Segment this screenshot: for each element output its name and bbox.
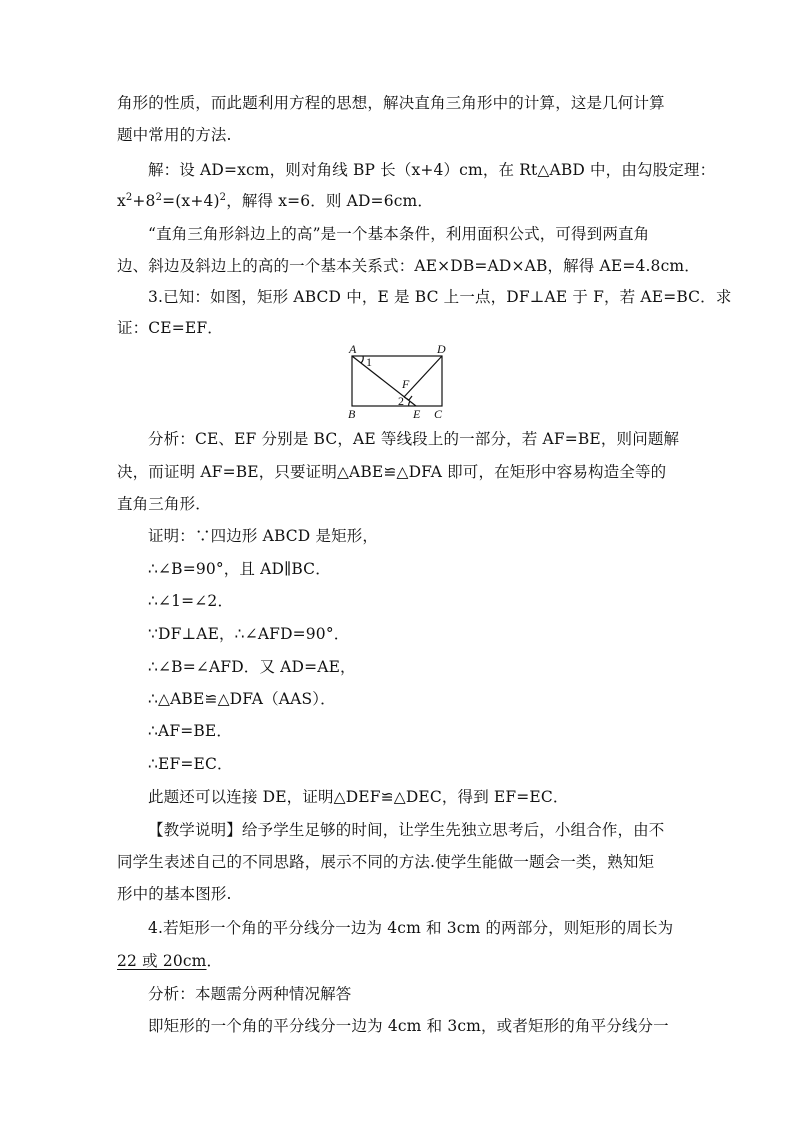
text-line: 形中的基本图形. xyxy=(117,885,232,903)
label-angle-1: 1 xyxy=(366,355,372,369)
text-line: 角形的性质，而此题利用方程的思想，解决直角三角形中的计算，这是几何计算 xyxy=(117,94,665,112)
text-line: ∴AF=BE． xyxy=(148,722,233,740)
text-line: ∴EF=EC． xyxy=(148,755,233,773)
text-line: 同学生表述自己的不同思路，展示不同的方法.使学生能做一题会一类，熟知矩 xyxy=(117,853,655,871)
teaching-note-line: 【教学说明】给予学生足够的时间，让学生先独立思考后，小组合作，由不 xyxy=(148,821,665,839)
text-line: ∴△ABE≌△DFA（AAS）． xyxy=(148,690,336,708)
label-c: C xyxy=(434,407,443,420)
text-line: 3.已知：如图，矩形 ABCD 中，E 是 BC 上一点，DF⊥AE 于 F，若 AE=BC．求 xyxy=(148,288,732,306)
text-line: 证：CE=EF． xyxy=(117,319,223,337)
text-line: ∴∠1=∠2． xyxy=(148,592,234,610)
text-line: “直角三角形斜边上的高”是一个基本条件，利用面积公式，可得到两直角 xyxy=(148,225,650,243)
segment-df xyxy=(404,356,442,397)
text-line: ∵DF⊥AE，∴∠AFD=90°． xyxy=(148,625,350,643)
label-a: A xyxy=(349,342,357,356)
text-line: 边、斜边及斜边上的高的一个基本关系式：AE×DB=AD×AB，解得 AE=4.8cm． xyxy=(117,257,700,275)
text-line: 此题还可以连接 DE，证明△DEF≌△DEC，得到 EF=EC． xyxy=(148,788,569,806)
text-line: ∴∠B=∠AFD．又 AD=AE， xyxy=(148,658,356,676)
text-line: 证明：∵四边形 ABCD 是矩形， xyxy=(148,527,379,545)
text-line: 题中常用的方法. xyxy=(117,126,232,144)
answer-line: 22 或 20cm． xyxy=(117,952,223,970)
label-f: F xyxy=(402,377,410,391)
label-angle-2: 2 xyxy=(398,394,404,408)
text-line: 决，而证明 AF=BE，只要证明△ABE≌△DFA 即可，在矩形中容易构造全等的 xyxy=(117,463,667,481)
text-line: 直角三角形． xyxy=(117,495,211,513)
text-line: 分析：本题需分两种情况解答 xyxy=(148,985,352,1003)
right-angle-mark xyxy=(404,396,412,400)
label-e: E xyxy=(413,407,421,420)
text-line: 分析：CE、EF 分别是 BC，AE 等线段上的一部分，若 AF=BE，则问题解 xyxy=(148,430,680,448)
text-line: 解：设 AD=xcm，则对角线 BP 长（x+4）cm，在 Rt△ABD 中，由勾股定理： xyxy=(148,161,716,179)
text-line: ∴∠B=90°，且 AD∥BC． xyxy=(148,560,331,578)
text-line: 4.若矩形一个角的平分线分一边为 4cm 和 3cm 的两部分，则矩形的周长为 xyxy=(148,919,674,937)
angle-2-arc xyxy=(409,401,410,406)
text-line: 即矩形的一个角的平分线分一边为 4cm 和 3cm，或者矩形的角平分线分一 xyxy=(148,1017,669,1035)
rectangle-figure xyxy=(342,340,452,420)
answer-value: 22 或 20cm xyxy=(117,952,207,970)
label-b: B xyxy=(348,407,356,420)
label-d: D xyxy=(437,342,446,356)
equation-line: $x^2+8^2=(x+4)^2$，解得 x=6．则 AD=6cm． xyxy=(117,191,434,210)
angle-1-arc xyxy=(361,356,363,363)
